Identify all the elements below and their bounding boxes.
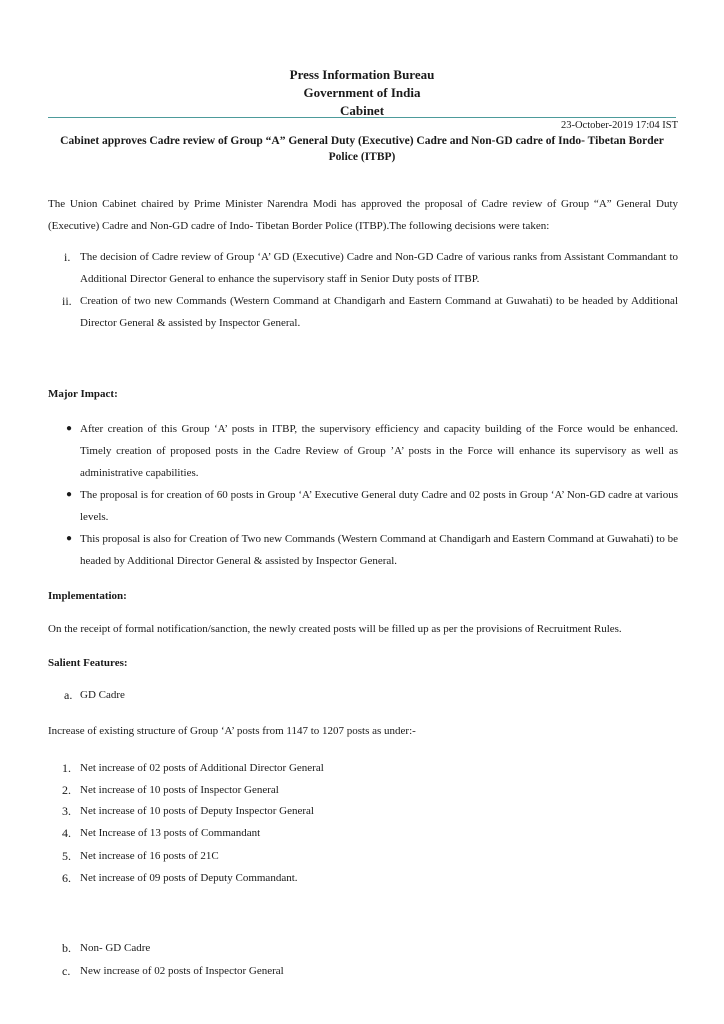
bullet-icon: ● [66, 533, 73, 544]
impact-bullet: This proposal is also for Creation of Two new Commands (Western Command at Chandigarh and Eastern Command at Guwahati) to be headed by Additional Director General & assisted by Inspector General. [80, 533, 678, 567]
bullet-icon: ● [66, 489, 73, 500]
alpha-marker: b. [62, 941, 71, 955]
bullet-icon: ● [66, 423, 73, 434]
numbered-marker: 4. [62, 826, 71, 840]
government-name: Government of India [303, 85, 421, 100]
salient-features-heading: Salient Features: [48, 657, 128, 669]
numbered-item: Net Increase of 13 posts of Commandant [80, 827, 261, 839]
cadre-item-non-gd: Non- GD Cadre [80, 942, 151, 954]
numbered-item: Net increase of 10 posts of Inspector General [80, 784, 279, 796]
impact-bullet: After creation of this Group ‘A’ posts in ITBP, the supervisory efficiency and capacity building of the Force would be enhanced. Timely creation of proposed posts in the Cadre Review of Group ’A’ posts in the Force will enhance its supervisory as well as administrative capabilities. [80, 423, 678, 479]
decision-item: Creation of two new Commands (Western Command at Chandigarh and Eastern Command at Guwahati) to be headed by Additional Director General & assisted by Inspector General. [80, 295, 678, 329]
release-datetime: 23-October-2019 17:04 IST [560, 120, 678, 131]
impact-bullet: The proposal is for creation of 60 posts in Group ‘A’ Executive General duty Cadre and 02 posts in Group ‘A’ Non-GD cadre at various levels. [80, 489, 678, 523]
major-impact-heading: Major Impact: [48, 388, 118, 400]
numbered-marker: 3. [62, 804, 71, 818]
intro-paragraph: The Union Cabinet chaired by Prime Minister Narendra Modi has approved the proposal of Cadre review of Group “A” General Duty (Executive) Cadre and Non-GD cadre of Indo- Tibetan Border Police (ITBP).The following decisions were taken: [48, 198, 678, 232]
numbered-item: Net increase of 16 posts of 21C [80, 850, 219, 862]
numbered-marker: 1. [62, 761, 71, 775]
cadre-item-gd: GD Cadre [80, 689, 125, 701]
document-header [0, 66, 724, 120]
document-title: Cabinet approves Cadre review of Group “A” General Duty (Executive) Cadre and Non-GD cadre of Indo- Tibetan Border Police (ITBP) [60, 135, 664, 163]
header-divider [48, 117, 676, 118]
decision-marker: ii. [62, 294, 72, 308]
numbered-item: Net increase of 10 posts of Deputy Inspector General [80, 805, 314, 817]
ministry-name: Cabinet [339, 103, 385, 118]
implementation-heading: Implementation: [48, 590, 127, 602]
numbered-item: Net increase of 02 posts of Additional Director General [80, 762, 324, 774]
numbered-item: Net increase of 09 posts of Deputy Commandant. [80, 872, 298, 884]
decision-item: The decision of Cadre review of Group ‘A’ GD (Executive) Cadre and Non-GD Cadre of various ranks from Assistant Commandant to Additional Director General to enhance the supervisory staff in Senior Duty posts of ITBP. [80, 251, 678, 285]
numbered-marker: 5. [62, 849, 71, 863]
numbered-marker: 6. [62, 871, 71, 885]
inspector-general-increase: New increase of 02 posts of Inspector General [80, 965, 284, 977]
implementation-text: On the receipt of formal notification/sanction, the newly created posts will be filled up as per the provisions of Recruitment Rules. [48, 623, 622, 635]
increase-structure-text: Increase of existing structure of Group ‘A’ posts from 1147 to 1207 posts as under:- [48, 725, 416, 737]
alpha-marker: c. [62, 964, 71, 978]
publisher-name: Press Information Bureau [289, 67, 435, 82]
numbered-marker: 2. [62, 783, 71, 797]
decision-marker: i. [64, 250, 71, 264]
alpha-marker: a. [64, 688, 73, 702]
